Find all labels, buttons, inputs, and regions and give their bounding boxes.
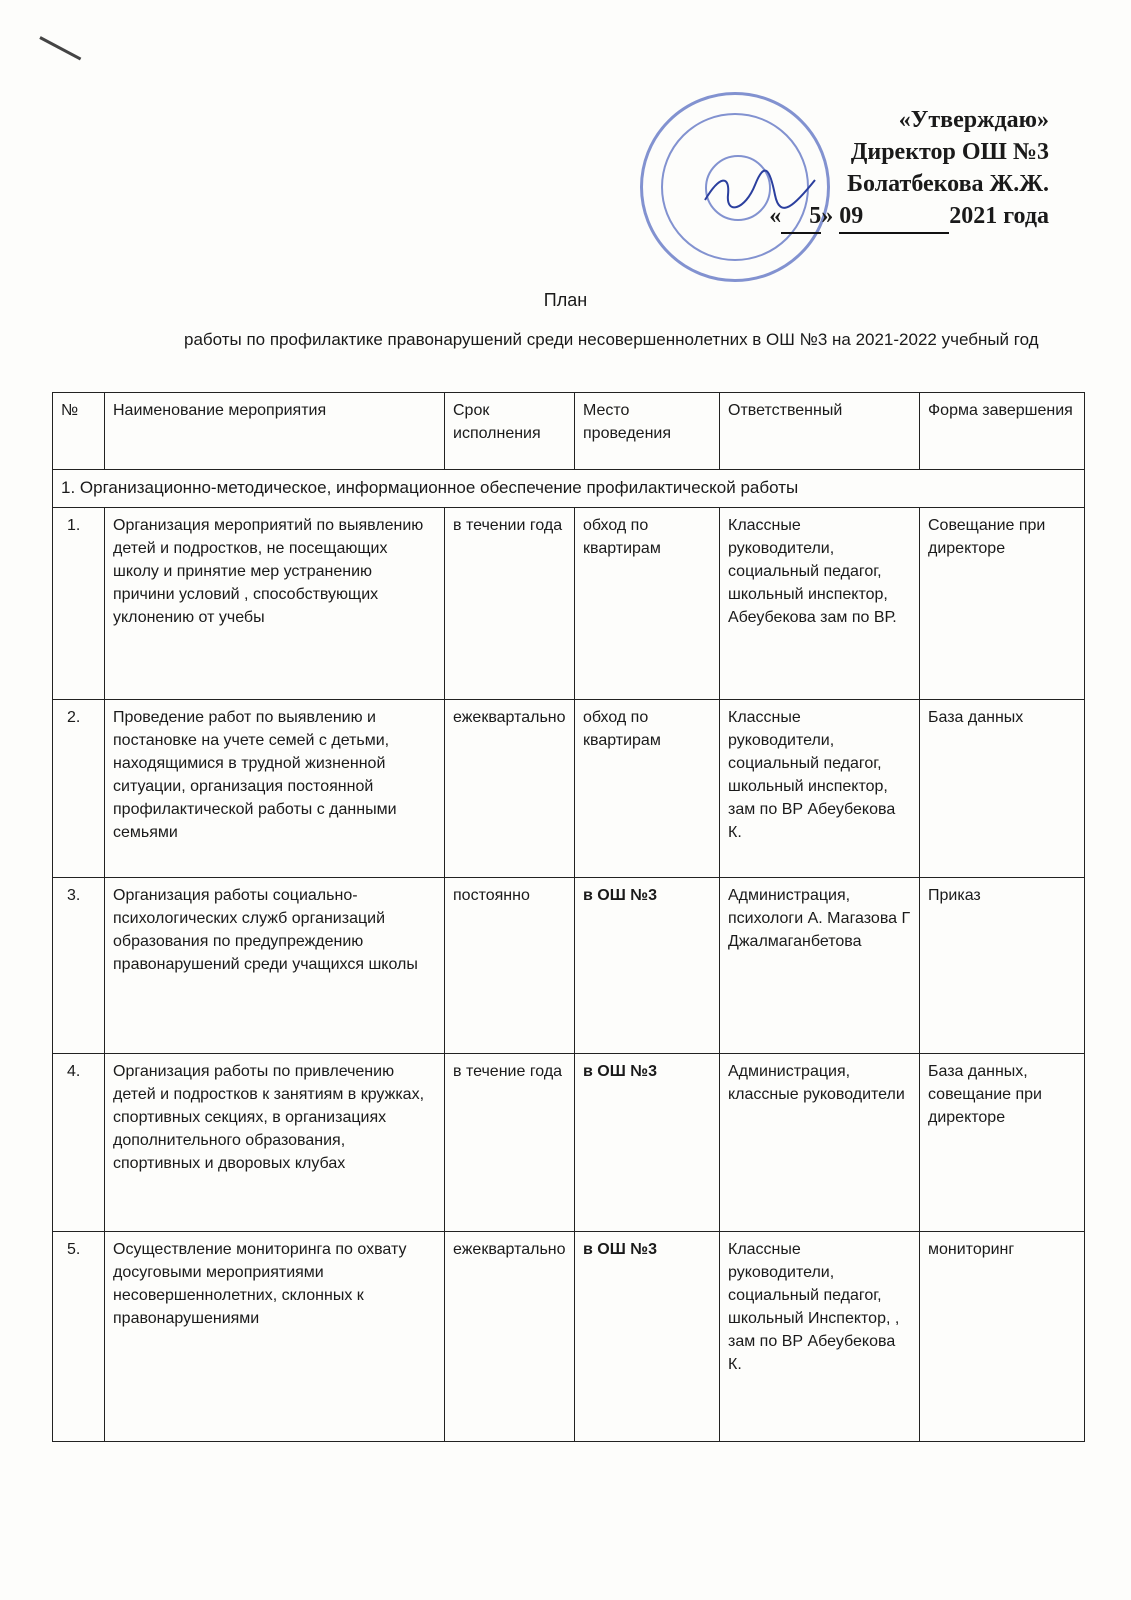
row-place: обход по квартирам — [575, 508, 720, 700]
header-number: № — [53, 393, 105, 470]
row-event-name: Проведение работ по выявлению и постановке на учете семей с детьми, находящимися в трудной жизненной ситуации, организация постоянной профилактической работы с данными семьями — [105, 700, 445, 878]
table-row — [53, 508, 1085, 700]
row-responsible: Классные руководители, социальный педагог, школьный инспектор, Абеубекова зам по ВР. — [720, 508, 920, 700]
header-term: Срок исполнения — [445, 393, 575, 470]
row-completion-form: База данных, совещание при директоре — [920, 1054, 1085, 1232]
header-responsible: Ответственный — [720, 393, 920, 470]
row-place: в ОШ №3 — [575, 1054, 720, 1232]
row-number: 3. — [53, 878, 105, 1054]
row-number: 2. — [53, 700, 105, 878]
director-position: Директор ОШ №3 — [850, 139, 1049, 165]
row-term: в течении года — [445, 508, 575, 700]
document-subtitle: работы по профилактике правонарушений среди несовершеннолетних в ОШ №3 на 2021-2022 учебный год — [184, 330, 1039, 349]
approval-block — [769, 104, 1049, 234]
section-title: 1. Организационно-методическое, информационное обеспечение профилактической работы — [53, 470, 1085, 508]
row-place: в ОШ №3 — [575, 1232, 720, 1442]
row-number: 1. — [53, 508, 105, 700]
row-term: постоянно — [445, 878, 575, 1054]
director-name: Болатбекова Ж.Ж. — [847, 171, 1049, 197]
row-completion-form: База данных — [920, 700, 1085, 878]
row-completion-form: Совещание при директоре — [920, 508, 1085, 700]
header-place: Место проведения — [575, 393, 720, 470]
scan-mark — [39, 36, 81, 60]
approval-date: « 5» 09 2021 года — [769, 200, 1049, 234]
table-row — [53, 700, 1085, 878]
row-event-name: Организация мероприятий по выявлению детей и подростков, не посещающих школу и принятие мер устранению причини условий , способствующих уклонению от учебы — [105, 508, 445, 700]
row-completion-form: Приказ — [920, 878, 1085, 1054]
row-responsible: Администрация, классные руководители — [720, 1054, 920, 1232]
row-term: ежеквартально — [445, 700, 575, 878]
row-completion-form: мониторинг — [920, 1232, 1085, 1442]
row-responsible: Классные руководители, социальный педагог, школьный инспектор, зам по ВР Абеубекова К. — [720, 700, 920, 878]
row-event-name: Организация работы социально-психологических служб организаций образования по предупреждению правонарушений среди учащихся школы — [105, 878, 445, 1054]
row-responsible: Классные руководители, социальный педагог, школьный Инспектор, , зам по ВР Абеубекова К. — [720, 1232, 920, 1442]
header-event-name: Наименование мероприятия — [105, 393, 445, 470]
row-event-name: Осуществление мониторинга по охвату досуговыми мероприятиями несовершеннолетних, склонных к правонарушениями — [105, 1232, 445, 1442]
table-row — [53, 1054, 1085, 1232]
row-number: 4. — [53, 1054, 105, 1232]
plan-table — [52, 392, 1085, 1442]
row-responsible: Администрация, психологи А. Магазова Г Джалмаганбетова — [720, 878, 920, 1054]
date-day: 5 — [781, 200, 821, 234]
approval-heading: «Утверждаю» — [898, 107, 1049, 133]
table-header-row — [53, 393, 1085, 470]
section-row — [53, 470, 1085, 508]
row-number: 5. — [53, 1232, 105, 1442]
row-event-name: Организация работы по привлечению детей и подростков к занятиям в кружках, спортивных секциях, в организациях дополнительного образования, спортивных и дворовых клубах — [105, 1054, 445, 1232]
table-row — [53, 878, 1085, 1054]
row-term: в течение года — [445, 1054, 575, 1232]
row-place: обход по квартирам — [575, 700, 720, 878]
document-title: План — [543, 290, 588, 310]
date-month: 09 — [839, 200, 949, 234]
header-completion-form: Форма завершения — [920, 393, 1085, 470]
row-term: ежеквартально — [445, 1232, 575, 1442]
table-row — [53, 1232, 1085, 1442]
row-place: в ОШ №3 — [575, 878, 720, 1054]
date-year: 2021 года — [949, 203, 1049, 229]
